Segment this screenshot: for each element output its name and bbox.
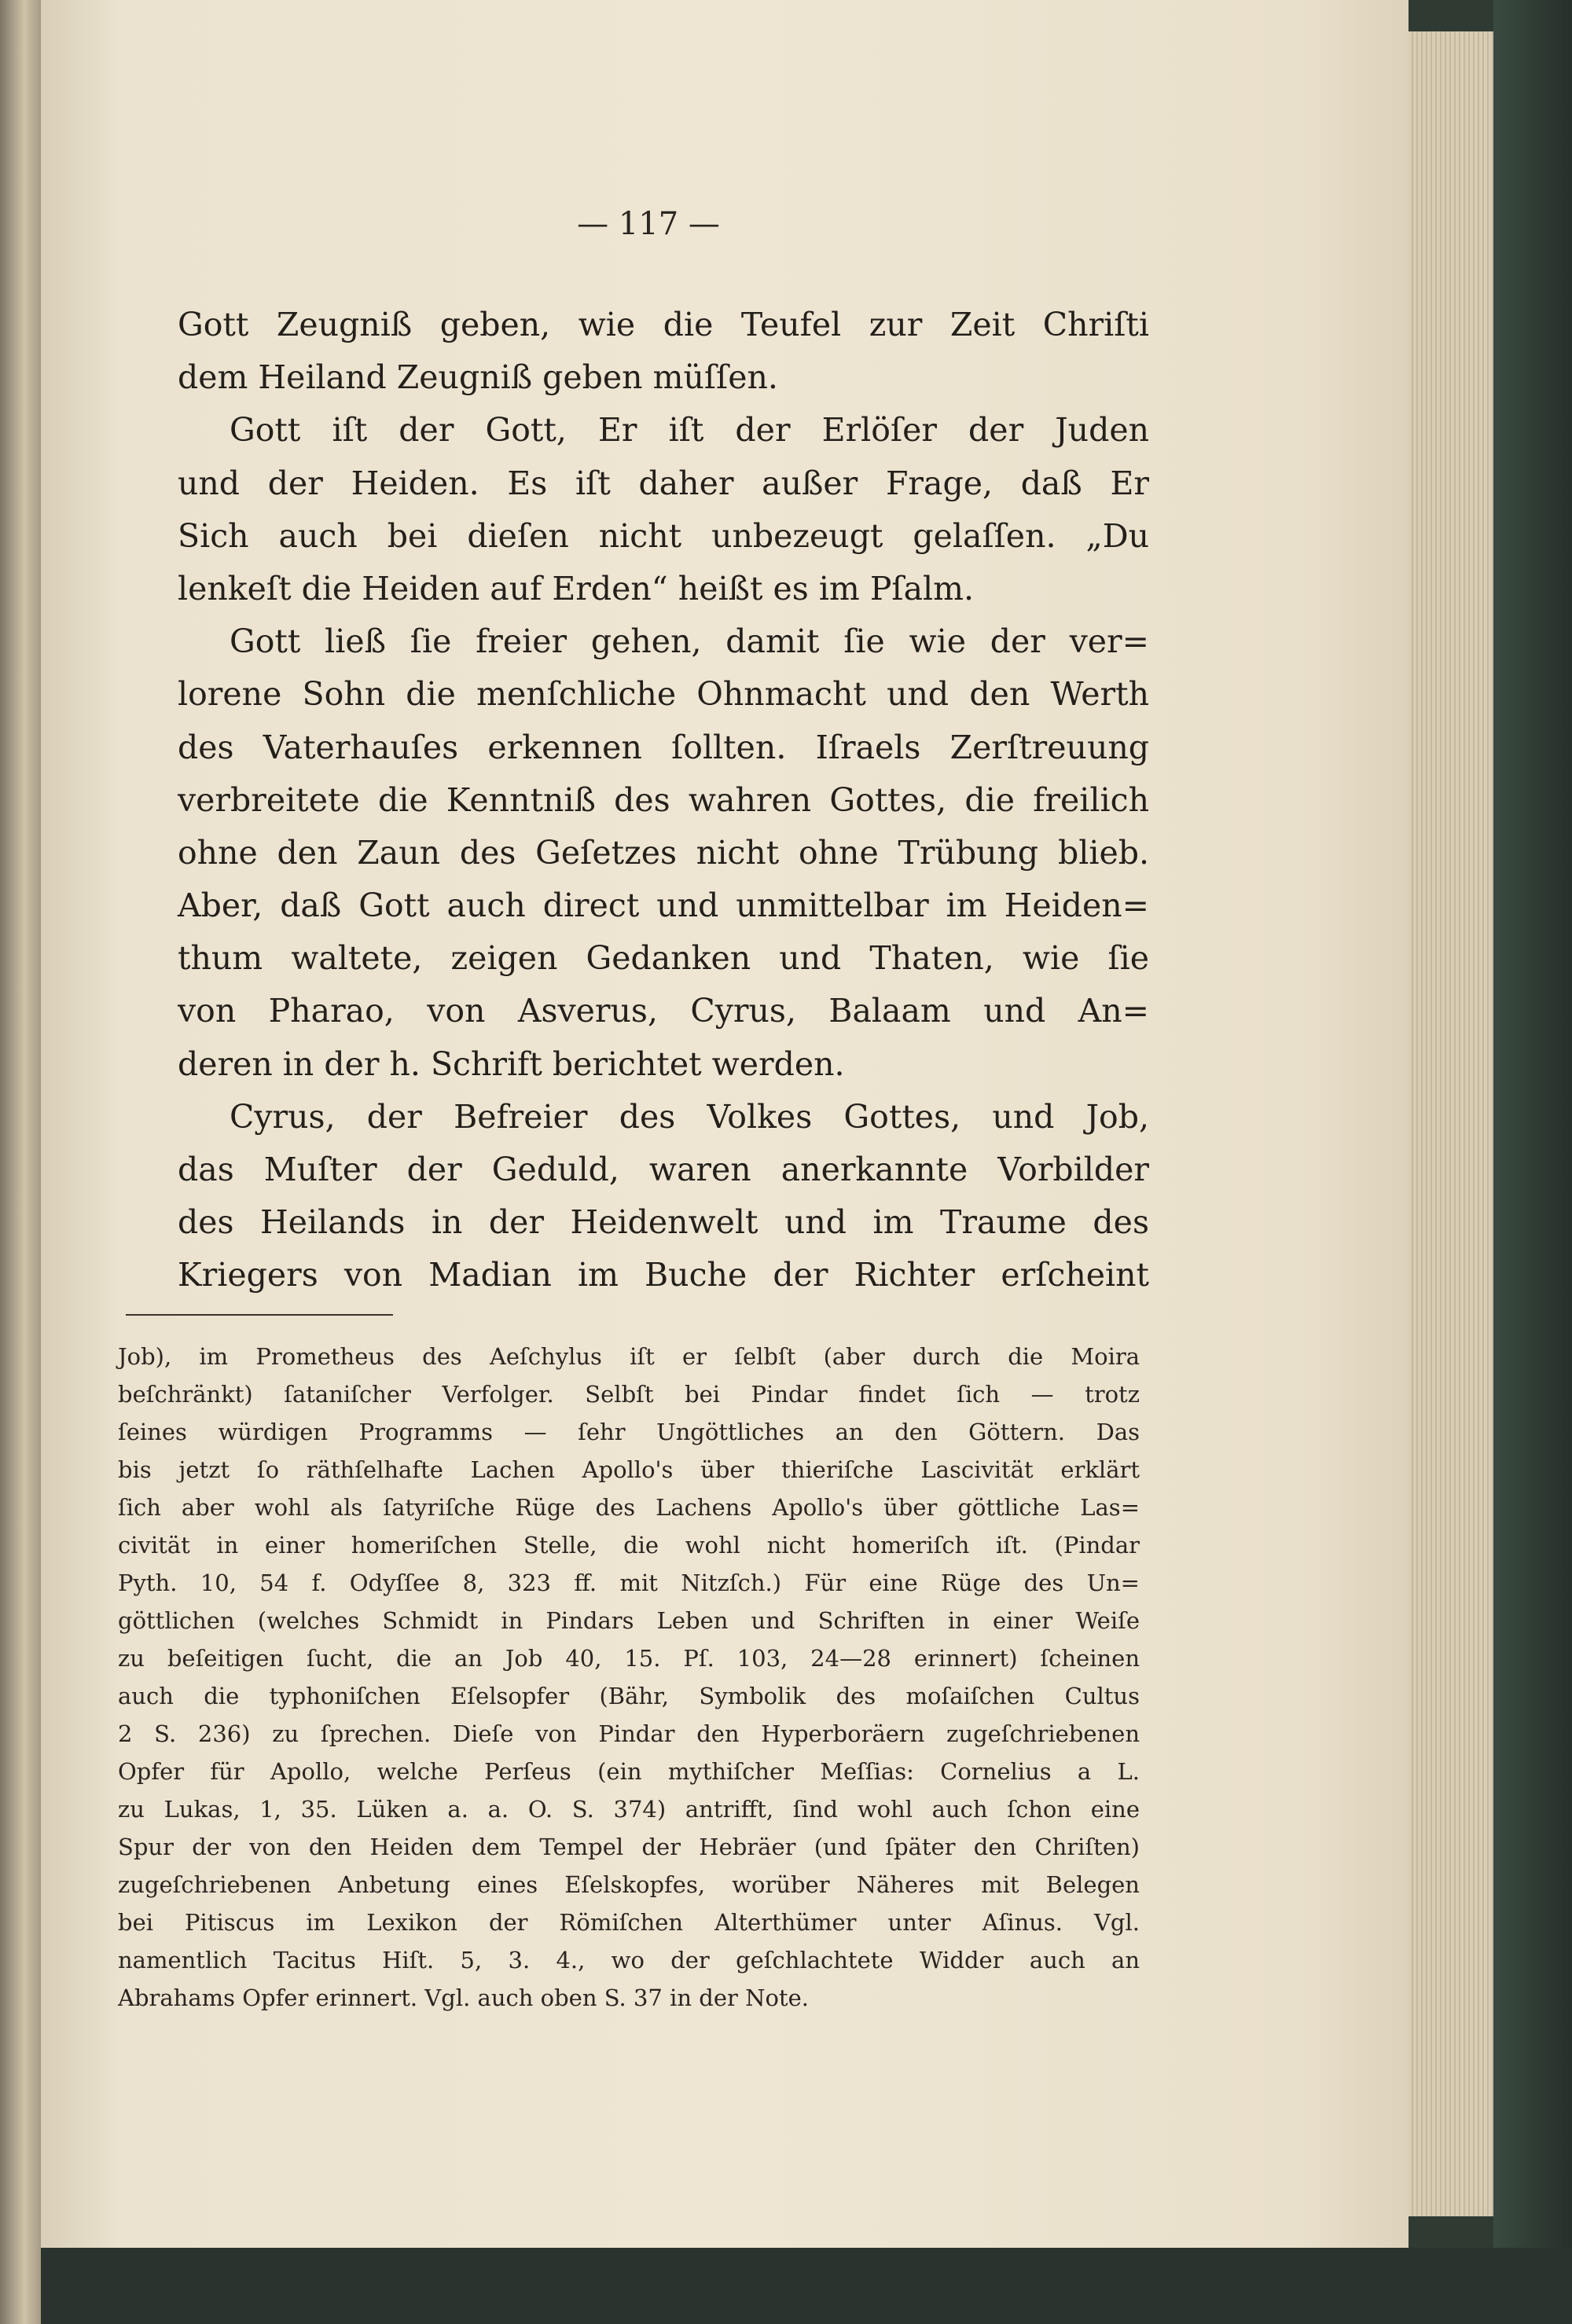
book-cover xyxy=(1493,0,1572,2324)
footnote-rule xyxy=(126,1314,393,1316)
body-text xyxy=(178,299,1149,1302)
adjacent-page-edge xyxy=(0,0,41,2324)
text-line: Gott ließ ſie freier gehen, damit ſie wie der ver= xyxy=(230,622,1149,661)
footnote-line: auch die typhoniſchen Eſelsopfer (Bähr, Symbolik des moſaiſchen Cultus xyxy=(118,1683,1140,1709)
text-line: lenkeſt die Heiden auf Erden“ heißt es im Pſalm. xyxy=(178,569,975,608)
footnote-line: Spur der von den Heiden dem Tempel der Hebräer (und ſpäter den Chriſten) xyxy=(118,1834,1140,1860)
footnote-line: ſich aber wohl als ſatyriſche Rüge des Lachens Apollo's über göttliche Las= xyxy=(118,1494,1140,1521)
footnote-line: Job), im Prometheus des Aeſchylus iſt er ſelbſt (aber durch die Moira xyxy=(118,1343,1140,1370)
footnote-line: ſeines würdigen Programms — ſehr Ungöttliches an den Göttern. Das xyxy=(118,1419,1140,1445)
text-line: dem Heiland Zeugniß geben müſſen. xyxy=(178,358,778,397)
footnote-line: beſchränkt) ſataniſcher Verfolger. Selbſt bei Pindar findet ſich — trotz xyxy=(118,1381,1140,1408)
footnote-line: bis jetzt ſo räthſelhafte Lachen Apollo's über thieriſche Lascivität erklärt xyxy=(118,1456,1140,1483)
footnote-line: zugeſchriebenen Anbetung eines Eſelskopfes, worüber Näheres mit Belegen xyxy=(118,1871,1140,1898)
page-number: — 117 — xyxy=(577,206,720,242)
text-line: Cyrus, der Befreier des Volkes Gottes, und Job, xyxy=(230,1097,1149,1136)
text-line: und der Heiden. Es iſt daher außer Frage, daß Er xyxy=(178,464,1149,502)
text-line: thum waltete, zeigen Gedanken und Thaten, wie ſie xyxy=(178,939,1149,978)
footnote-line: Opfer für Apollo, welche Perſeus (ein mythiſcher Meſſias: Cornelius a L. xyxy=(118,1758,1140,1785)
text-line: Sich auch bei dieſen nicht unbezeugt gelaſſen. „Du xyxy=(178,516,1149,555)
text-line: lorene Sohn die menſchliche Ohnmacht und den Werth xyxy=(178,675,1149,714)
text-line: Gott iſt der Gott, Er iſt der Erlöſer der Juden xyxy=(230,411,1149,450)
footnote-line: zu Lukas, 1, 35. Lüken a. a. O. S. 374) antrifft, ſind wohl auch ſchon eine xyxy=(118,1796,1140,1823)
footnote xyxy=(118,1338,1140,2017)
text-line: von Pharao, von Asverus, Cyrus, Balaam und An= xyxy=(178,992,1149,1030)
text-line: Gott Zeugniß geben, wie die Teufel zur Zeit Chriſti xyxy=(178,306,1149,343)
text-line: ohne den Zaun des Geſetzes nicht ohne Trübung blieb. xyxy=(178,833,1149,872)
text-line: verbreitete die Kenntniß des wahren Gottes, die freilich xyxy=(178,780,1149,819)
text-line: deren in der h. Schrift berichtet werden. xyxy=(178,1045,845,1083)
footnote-line: göttlichen (welches Schmidt in Pindars Leben und Schriften in einer Weiſe xyxy=(118,1607,1140,1634)
footnote-line: 2 S. 236) zu ſprechen. Dieſe von Pindar den Hyperboräern zugeſchriebenen xyxy=(118,1720,1140,1747)
text-line: das Muſter der Geduld, waren anerkannte Vorbilder xyxy=(178,1151,1149,1188)
footnote-line: bei Pitiscus im Lexikon der Römiſchen Alterthümer unter Aſinus. Vgl. xyxy=(118,1909,1140,1936)
text-line: Kriegers von Madian im Buche der Richter erſcheint xyxy=(178,1256,1149,1294)
footnote-line: Abrahams Opfer erinnert. Vgl. auch oben S. 37 in der Note. xyxy=(118,1984,809,2011)
footnote-line: civität in einer homeriſchen Stelle, die wohl nicht homeriſch iſt. (Pindar xyxy=(118,1532,1140,1559)
footnote-line: namentlich Tacitus Hiſt. 5, 3. 4., wo der geſchlachtete Widder auch an xyxy=(118,1947,1140,1973)
text-line: des Heilands in der Heidenwelt und im Traume des xyxy=(178,1203,1149,1242)
text-line: Aber, daß Gott auch direct und unmittelbar im Heiden= xyxy=(178,887,1149,925)
page-edges xyxy=(1409,31,1493,2216)
book-cover-bottom xyxy=(41,2248,1572,2324)
footnote-line: zu beſeitigen ſucht, die an Job 40, 15. Pſ. 103, 24—28 erinnert) ſcheinen xyxy=(118,1645,1140,1672)
footnote-line: Pyth. 10, 54 f. Odyſſee 8, 323 ff. mit Nitzſch.) Für eine Rüge des Un= xyxy=(118,1570,1140,1596)
text-line: des Vaterhauſes erkennen ſollten. Iſraels Zerſtreuung xyxy=(178,728,1149,766)
